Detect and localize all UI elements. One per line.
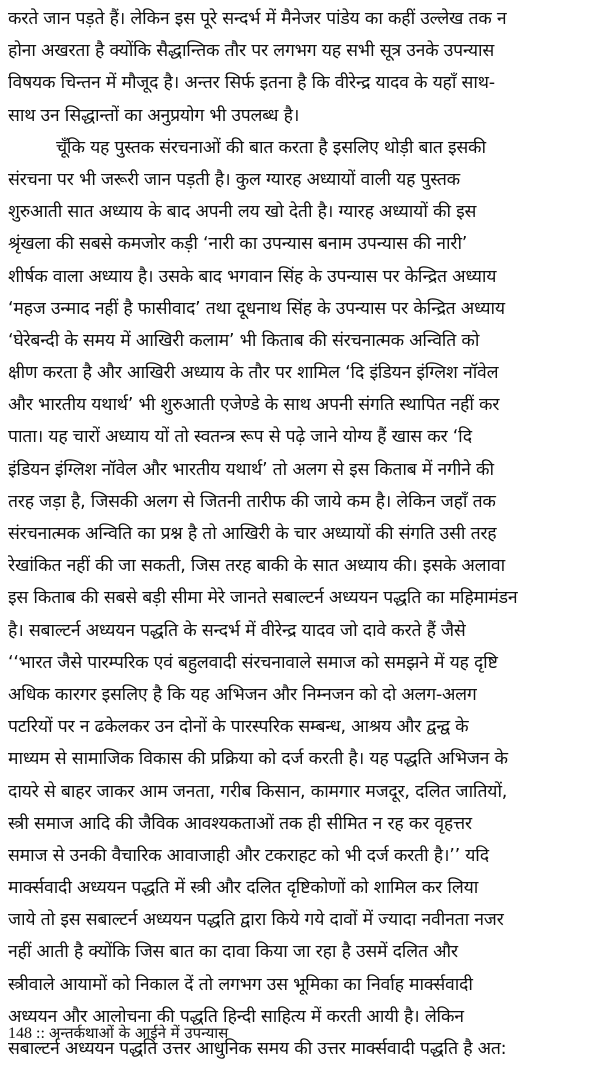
text-line: शुरुआती सात अध्याय के बाद अपनी लय खो देती है। ग्यारह अध्यायों की इस (8, 202, 477, 223)
text-line: पटरियों पर न ढकेलकर उन दोनों के पारस्परिक सम्बन्ध, आश्रय और द्वन्द्व के (8, 717, 469, 738)
page-number: 148 (8, 1025, 32, 1042)
text-line: अध्ययन और आलोचना की पद्धति हिन्दी साहित्य में करती आयी है। लेकिन (8, 1006, 464, 1027)
text-line: माध्यम से सामाजिक विकास की प्रक्रिया को दर्ज करती है। यह पद्धति अभिजन के (8, 749, 508, 770)
text-line: समाज से उनकी वैचारिक आवाजाही और टकराहट को भी दर्ज करती है।’’ यदि (8, 845, 489, 866)
text-line: सबाल्टर्न अध्ययन पद्धति उत्तर आधुनिक समय की उत्तर मार्क्सवादी पद्धति है अत: (8, 1039, 507, 1059)
text-line: पाता। यह चारों अध्याय यों तो स्वतन्त्र रूप से पढ़े जाने योग्य हैं खास कर ‘दि (8, 427, 472, 448)
text-line: मार्क्सवादी अध्ययन पद्धति में स्त्री और दलित दृष्टिकोणों को शामिल कर लिया (8, 878, 479, 899)
text-line: करते जान पड़ते हैं। लेकिन इस पूरे सन्दर्भ में मैनेजर पांडेय का कहीं उल्लेख तक न (8, 9, 507, 29)
text-line: इंडियन इंग्लिश नॉवेल और भारतीय यथार्थ’ तो अलग से इस किताब में नगीने की (8, 459, 494, 480)
text-line: विषयक चिन्तन में मौजूद है। अन्तर सिर्फ इतना है कि वीरेन्द्र यादव के यहाँ साथ- (8, 73, 495, 94)
text-line: साथ उन सिद्धान्तों का अनुप्रयोग भी उपलब्ध है। (8, 105, 300, 126)
text-line: ‘महज उन्माद नहीं है फासीवाद’ तथा दूधनाथ सिंह के उपन्यास पर केन्द्रित अध्याय (8, 298, 505, 319)
paragraph-start-line: चूँकि यह पुस्तक संरचनाओं की बात करता है इसलिए थोड़ी बात इसकी (56, 137, 486, 158)
page-footer (8, 1018, 228, 1048)
text-line: इस किताब की सबसे बड़ी सीमा मेरे जानते सबाल्टर्न अध्ययन पद्धति का महिमामंडन (8, 588, 518, 609)
text-line: शीर्षक वाला अध्याय है। उसके बाद भगवान सिंह के उपन्यास पर केन्द्रित अध्याय (8, 266, 497, 287)
text-line: होना अखरता है क्योंकि सैद्धान्तिक तौर पर लगभग यह सभी सूत्र उनके उपन्यास (8, 41, 495, 62)
text-line: संरचनात्मक अन्विति का प्रश्न है तो आखिरी के चार अध्यायों की संगति उसी तरह (8, 524, 497, 544)
text-line: दायरे से बाहर जाकर आम जनता, गरीब किसान, कामगार मजदूर, दलित जातियों, (8, 781, 508, 802)
text-line: नहीं आती है क्योंकि जिस बात का दावा किया जा रहा है उसमें दलित और (8, 942, 458, 963)
text-line: स्त्री समाज आदि की जैविक आवश्यकताओं तक ही सीमित न रह कर वृहत्तर (8, 813, 472, 834)
running-title: अन्तर्कथाओं के आईने में उपन्यास (48, 1024, 229, 1042)
text-line: ‘‘भारत जैसे पारम्परिक एवं बहुलवादी संरचनावाले समाज को समझने में यह दृष्टि (8, 652, 498, 673)
body-text (8, 3, 594, 1065)
text-line: श्रृंखला की सबसे कमजोर कड़ी ‘नारी का उपन्यास बनाम उपन्यास की नारी’ (8, 234, 468, 255)
text-line: है। सबाल्टर्न अध्ययन पद्धति के सन्दर्भ में वीरेन्द्र यादव जो दावे करते हैं जैसे (8, 620, 466, 641)
text-line: रेखांकित नहीं की जा सकती, जिस तरह बाकी के सात अध्याय की। इसके अलावा (8, 556, 505, 577)
text-line: तरह जड़ा है, जिसकी अलग से जितनी तारीफ की जाये कम है। लेकिन जहाँ तक (8, 491, 496, 512)
text-line: स्त्रीवाले आयामों को निकाल दें तो लगभग उस भूमिका का निर्वाह मार्क्सवादी (8, 974, 473, 995)
footer-separator: :: (32, 1025, 49, 1042)
text-line: और भारतीय यथार्थ’ भी शुरुआती एजेण्डे के साथ अपनी संगति स्थापित नहीं कर (8, 395, 500, 416)
text-line: जाये तो इस सबाल्टर्न अध्ययन पद्धति द्वारा किये गये दावों में ज्यादा नवीनता नजर (8, 910, 504, 931)
text-line: क्षीण करता है और आखिरी अध्याय के तौर पर शामिल ‘दि इंडियन इंग्लिश नॉवेल (8, 363, 499, 384)
text-line: अधिक कारगर इसलिए है कि यह अभिजन और निम्नजन को दो अलग-अलग (8, 684, 477, 705)
text-line: ‘घेरेबन्दी के समय में आखिरी कलाम’ भी किताब की संरचनात्मक अन्विति को (8, 330, 480, 351)
text-line: संरचना पर भी जरूरी जान पड़ती है। कुल ग्यारह अध्यायों वाली यह पुस्तक (8, 169, 460, 190)
